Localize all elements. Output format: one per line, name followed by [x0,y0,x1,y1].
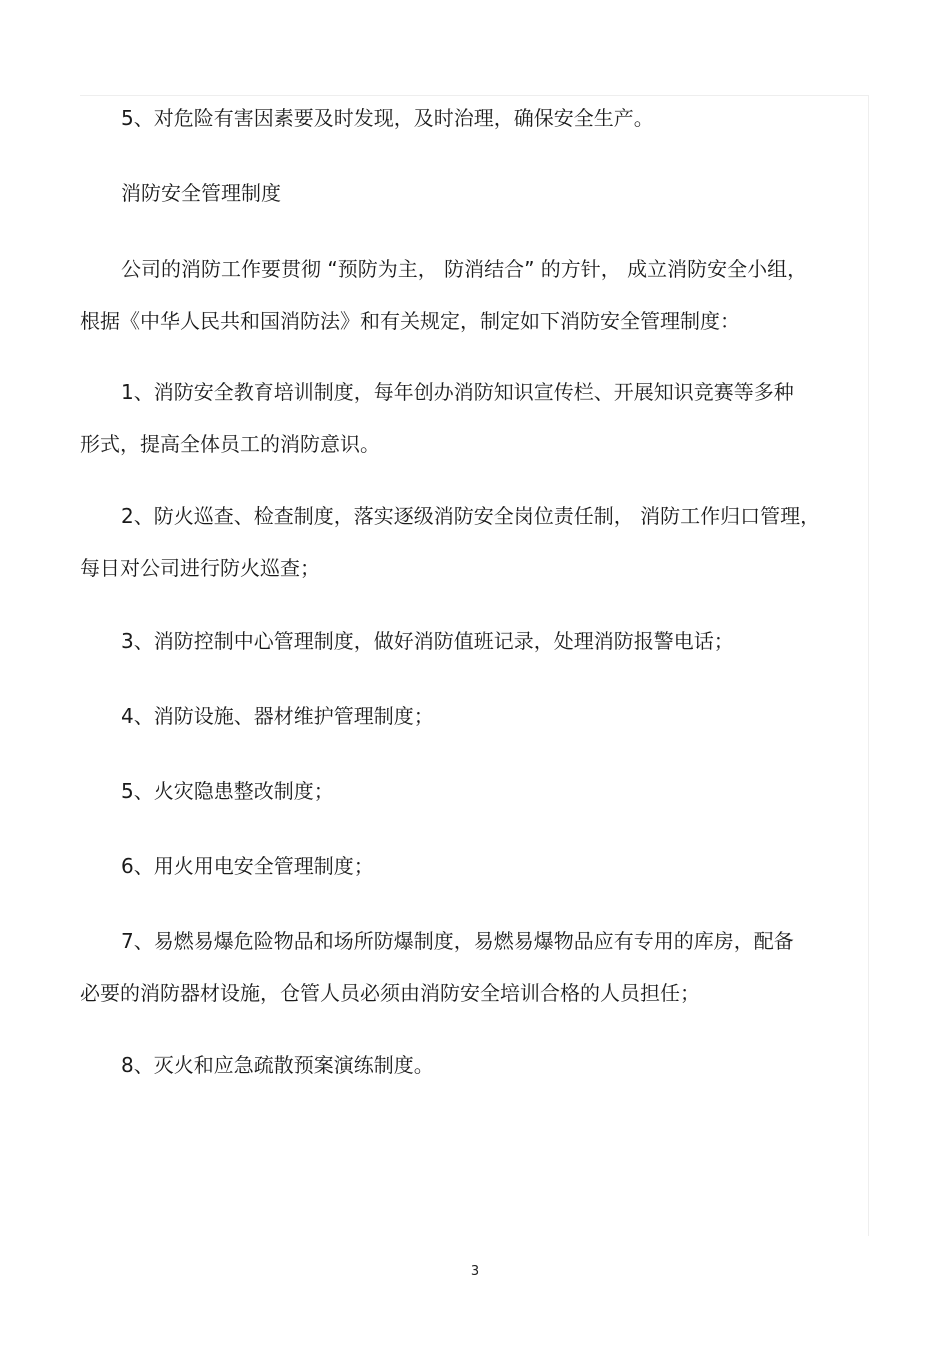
paragraph-item-6 [80,840,850,892]
paragraph-item-5-hazard [80,92,850,144]
paragraph-line: 必要的消防器材设施，仓管人员必须由消防安全培训合格的人员担任； [80,981,700,1005]
paragraph-line: 形式，提高全体员工的消防意识。 [80,432,380,456]
paragraph-line: 2、防火巡查、检查制度，落实逐级消防安全岗位责任制， 消防工作归口管理， [121,504,821,528]
paragraph-line: 4、消防设施、器材维护管理制度； [121,704,434,728]
paragraph-line: 5、火灾隐患整改制度； [121,779,334,803]
paragraph-item-5 [80,765,850,817]
paragraph-line: 每日对公司进行防火巡查； [80,556,320,580]
page-number: 3 [470,1264,480,1279]
paragraph-line: 8、灭火和应急疏散预案演练制度。 [121,1053,434,1077]
paragraph-intro [80,243,850,347]
paragraph-line: 3、消防控制中心管理制度，做好消防值班记录，处理消防报警电话； [121,629,734,653]
paragraph-line: 根据《中华人民共和国消防法》和有关规定，制定如下消防安全管理制度： [80,309,740,333]
paragraph-item-7 [80,915,850,1019]
paragraph-line: 7、易燃易爆危险物品和场所防爆制度，易燃易爆物品应有专用的库房，配备 [121,929,794,953]
paragraph-line: 公司的消防工作要贯彻 “预防为主， 防消结合” 的方针， 成立消防安全小组， [121,257,808,281]
paragraph-item-4 [80,690,850,742]
paragraph-line: 5、对危险有害因素要及时发现，及时治理，确保安全生产。 [121,106,654,130]
paragraph-item-8 [80,1039,850,1091]
paragraph-line: 1、消防安全教育培训制度，每年创办消防知识宣传栏、开展知识竞赛等多种 [121,380,794,404]
paragraph-line: 6、用火用电安全管理制度； [121,854,374,878]
section-heading-text: 消防安全管理制度 [121,181,281,205]
paragraph-item-2 [80,490,850,594]
paragraph-item-1 [80,366,850,470]
section-heading [80,167,850,219]
paragraph-item-3 [80,615,850,667]
